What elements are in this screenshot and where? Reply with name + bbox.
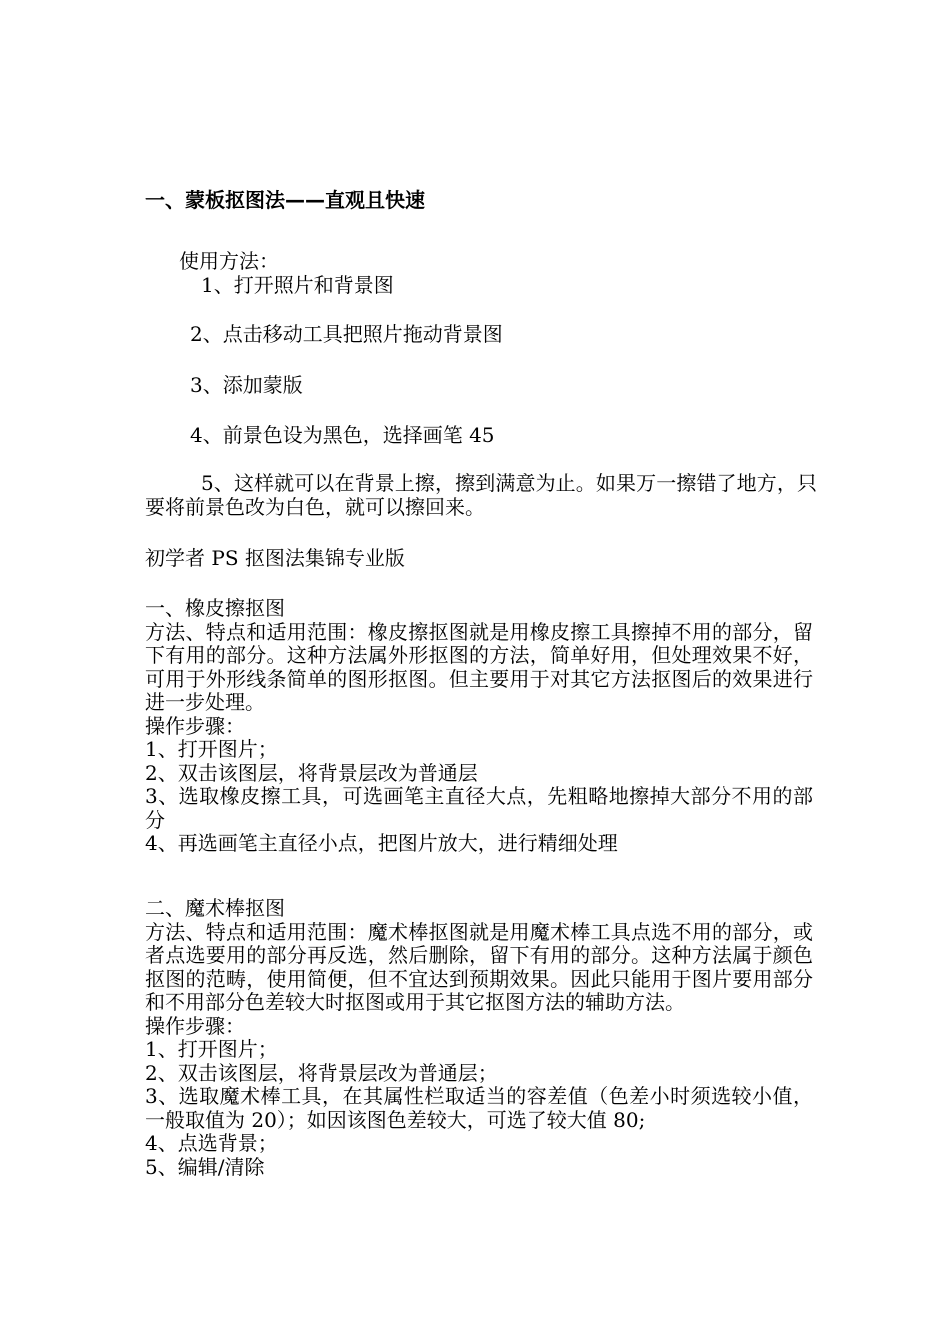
section-title: 一、橡皮擦抠图: [145, 596, 285, 620]
section-description: 方法、特点和适用范围：橡皮擦抠图就是用橡皮擦工具擦掉不用的部分，留下有用的部分。这种方法属外形抠图的方法，简单好用，但处理效果不好，可用于外形线条简单的图形抠图。但主要用于对其它方法抠图后的效果进行进一步处理。: [145, 619, 813, 714]
step-item: 4、前景色设为黑色，选择画笔 45: [190, 423, 495, 447]
document-subtitle: 初学者 PS 抠图法集锦专业版: [145, 546, 405, 570]
steps-label: 操作步骤：: [145, 1013, 245, 1038]
step-item: 2、双击该图层，将背景层改为普通层: [145, 760, 478, 785]
step-item: 1、打开图片；: [145, 1037, 278, 1061]
step-item: 1、打开图片；: [145, 737, 278, 761]
section-heading: 一、蒙板抠图法——直观且快速: [145, 188, 425, 212]
step-item: 3、添加蒙版: [190, 373, 303, 397]
step-item: 4、点选背景；: [145, 1131, 278, 1155]
step-item: 2、点击移动工具把照片拖动背景图: [190, 322, 503, 346]
step-item: 5、编辑/清除: [145, 1154, 265, 1179]
step-item: 1、打开照片和背景图: [201, 273, 394, 297]
steps-label: 操作步骤：: [145, 713, 245, 738]
step-item: 4、再选画笔主直径小点，把图片放大，进行精细处理: [145, 831, 618, 855]
magic-wand-section: [145, 897, 813, 1179]
step-item: 3、选取魔术棒工具，在其属性栏取适当的容差值（色差小时须选较小值，一般取值为 20）；如因该图色差较大，可选了较大值 80;: [145, 1084, 813, 1132]
eraser-section: [145, 597, 813, 856]
step-item: 3、选取橡皮擦工具，可选画笔主直径大点，先粗略地擦掉大部分不用的部分: [145, 784, 813, 832]
step-paragraph: 5、这样就可以在背景上擦，擦到满意为止。如果万一擦错了地方，只要将前景色改为白色，就可以擦回来。: [145, 471, 817, 519]
section-description: 方法、特点和适用范围：魔术棒抠图就是用魔术棒工具点选不用的部分，或者点选要用的部分再反选，然后删除，留下有用的部分。这种方法属于颜色抠图的范畴，使用简便，但不宜达到预期效果。因此只能用于图片要用部分和不用部分色差较大时抠图或用于其它抠图方法的辅助方法。: [145, 919, 813, 1014]
method-label: 使用方法：: [179, 249, 279, 273]
step-item: 2、双击该图层，将背景层改为普通层；: [145, 1060, 498, 1085]
section-title: 二、魔术棒抠图: [145, 896, 285, 920]
